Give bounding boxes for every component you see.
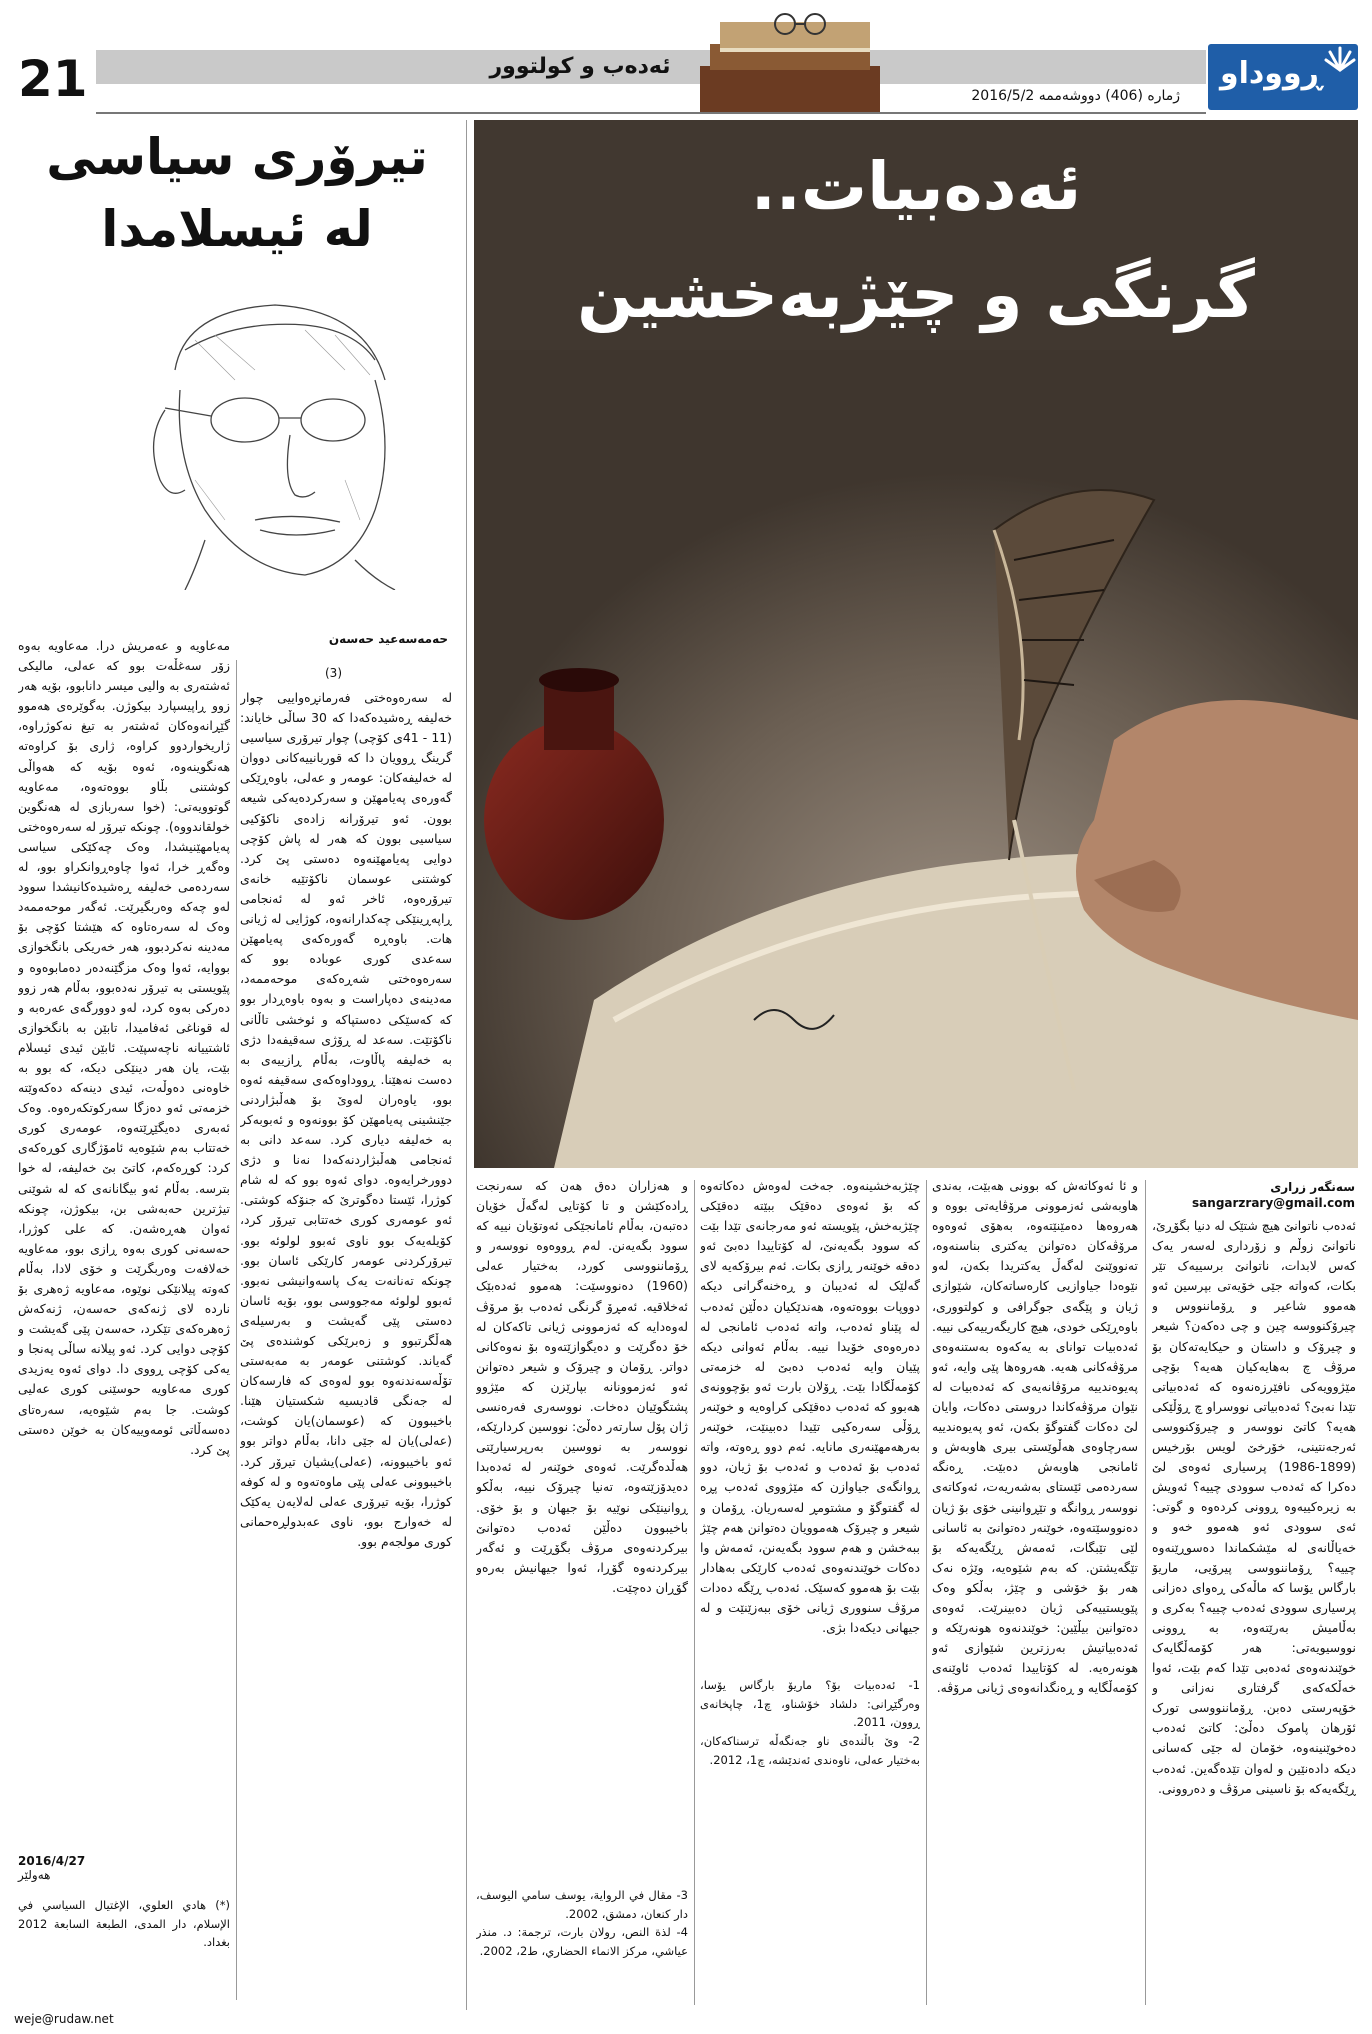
main-article-column-3: چێژبەخشینەوە. جەخت لەوەش دەکاتەوە کە بۆ ئەوەی دەقێک ببێتە دەقێکی چێژبەخش، پێویستە ئەو مەرجانەی تێدا بێت کە سوود بگەیەنێ، لە کۆتاییدا دەبێ ئەو دەقە خوێنەر ڕازی بکات. ئەم بیرۆکەیە لای گەلێک لە ئەدیبان و ڕەخنەگرانی دیکە دووپات بووەتەوە، هەندێکیان دەڵێن ئەدەب لە پێناو ئەدەب، واتە ئەدەب ئامانجی لە دەرەوەی خۆیدا نییە. بەڵام ئەوانی دیکە پێیان وایە ئەدەب دەبێ لە خزمەتی کۆمەڵگادا بێت. ڕۆلان بارت ئەو بۆچوونەی هەبوو کە ئەدەب دەقێکی کراوەیە و خوێنەر ڕۆڵی سەرەکیی تێیدا دەبینێت، خوێنەر بەرهەمهێنەری مانایە. ئەم دوو ڕەوتە، واتە ئەدەب بۆ ئەدەب و ئەدەب بۆ ژیان، دوو ڕوانگەی جیاوازن کە مێژووی ئەدەب پڕە لە گفتوگۆ و مشتومڕ لەسەریان. ڕۆمان و شیعر و چیرۆک هەموویان دەتوانن هەم چێژ ببەخشن و هەم سوود بگەیەنن، ئەمەش وا دەکات خوێندنەوەی ئەدەب کارێکی بەهادار بێت بۆ هەموو کەسێک. ئەدەب ڕێگە دەدات مرۆڤ سنووری ژیانی خۆی ببەزێنێت و لە جیهانی دیکەدا بژی.: [700, 1178, 920, 1636]
main-article-column-4: و هەزاران دەق هەن کە سەرنجت ڕادەکێشن و تا کۆتایی لەگەڵ خۆیان دەتبەن، بەڵام ئامانجێکی ئەوتۆیان نییە کە سوود بگەیەنن. لەم ڕووەوە نووسەر و ڕۆماننووسی کورد، بەختیار عەلی (1960) دەنووسێت: هەموو ئەدەبێک ئەخلاقیە. ئەمڕۆ گرنگی ئەدەب بۆ مرۆڤ لەوەدایە کە ئەزموونی ژیانی تاکەکان لە خۆ دەگرێت و دەیگوازێتەوە بۆ نەوەکانی دواتر. ڕۆمان و چیرۆک و شیعر دەتوانن ئەو ئەزموونانە بپارێزن کە مێژوو پشتگوێیان دەخات. نووسەری فەرەنسی ژان پۆل سارتەر دەڵێ: نووسین کردارێکە، نووسەر بە نووسین بەرپرسیارێتی هەڵدەگرێت. ئەوەی خوێنەر لە ئەدەبدا دەیدۆزێتەوە، تەنیا چیرۆک نییە، بەڵکو ڕوانینێکی نوێیە بۆ جیهان و بۆ خۆی. باخیبوون دەڵێن ئەدەب دەتوانێ بیرکردنەوەی مرۆڤ بگۆڕێت و ئەگەر بیرکردنەوە گۆڕا، ئەوا جیهانیش بەرەو گۆڕان دەچێت.: [476, 1178, 688, 1595]
left-article-author: حەمەسەعید حەسەن: [328, 632, 448, 646]
reference-4: 4- لذة النص، رولان بارت، ترجمة: د. منذر عياشي، مركز الانماء الحضاري، ط2، 2002.: [476, 1925, 688, 1958]
main-article-column-3-wrap: [700, 1176, 920, 2006]
main-article-column-1: ئەدەب ناتوانێ هیچ شتێک لە دنیا بگۆڕێ، ناتوانێ زوڵم و زۆرداری لەسەر یەک کەس لابدات، ناتوانێ برسییەک تێر بکات، کەواتە جێی خۆیەتی بپرسین ئەو هەموو شاعیر و ڕۆماننووس و چیرۆکنووسە چین و چی دەکەن؟ شیعر و چیرۆک و داستان و حیکایەتەکان بۆ مرۆڤ چ بەهایەکیان هەیە؟ بۆچی مێژوویەکی نافێرزەنەوە کە ئەدەبیاتی تێدا نەبێ؟ ئەدەبیاتی نووسراو چ ڕۆڵێکی هەیە؟ کاتێ نووسەر و چیرۆکنووسی ئەرجەنتینی، خۆرخێ لویس بۆرخیس (1899-1986) پرسیاری ئەوەی لێ دەکرا کە ئەدەب سوودی چییە؟ ئەویش بە زیرەکییەوە ڕوونی کردەوە و گوتی: ئەی سوودی ئەو هەموو خەو و خەیاڵانەی لە مێشکماندا دەسوڕێنەوە چییە؟ ڕۆماننووسی پیرۆیی، ماریۆ بارگاس یۆسا کە ماڵەکی ڕەوای دەزانی پرسیاری سوودی ئەدەب چییە؟ بەکری و بەڵامیش بەرێتەوە، بە ڕوونی نووسیویەتی: هەر کۆمەڵگایەک خوێندنەوەی ئەدەبی تێدا کەم بێت، ئەوا خەڵکەکەی گرفتاری نەزانی و خۆپەرستی دەبن. ڕۆماننووسی تورک ئۆرهان پاموک دەڵێ: کاتێ ئەدەب دەخوێنینەوە، خۆمان لە جێی کەسانی دیکە دادەنێین و لەوان تێدەگەین. ئەدەب ڕێگەیەکە بۆ ناسینی مرۆڤ و دەروونی.: [1152, 1218, 1356, 1796]
author-sketch-portrait: [105, 290, 445, 590]
left-article-column-right: لە سەرەوەختی فەرمانڕەواییی چوار خەلیفە ڕەشیدەکەدا کە 30 ساڵی خایاند: (11 - 41ی کۆچی) چوار تیرۆری سیاسیی گرینگ ڕوویان دا کە قوربانییەکانی دووان لە خەلیفەکان: عومەر و عەلی، باوەڕێکی گەورەی پەیامهێن و سەرکردەیەکی شیعە بوون. ئەو تیرۆرانە زادەی ناکۆکیی سیاسیی بوون کە هەر لە پاش کۆچی دوایی پەیامهێنەوە دەستی پێ کرد. کوشتنی عوسمان ناکۆتێیە خانەی تیرۆرەوە، ئاخر ئەو لە ئەنجامی ڕاپەڕینێکی چەکدارانەوە، کوژایی لە ژیانی هات. باوەڕە گەورەکەی پەیامهێن سەعدی کوری عوبادە بوو کە سەرەوەختی شەڕەکەی موحەممەد، مەدینەی دەپاراست و بەوە باوەڕدار بوو کە کەسێکی دەستپاکە و ئوخشی تاڵانی ناکۆتێت. سەعد لە ڕۆژی سەقیفەدا دژی بە خەلیفە پاڵاوت، بەڵام ڕازییەی بە دەست نەهێنا. ڕووداوەکەی سەقیفە ئەوە بوو، یاوەران لەوێ بۆ هەڵبژاردنی جێنشینی پەیامهێن کۆ بوونەوە و ئەبوبەکر بە خەلیفە دیاری کرد. سەعد دانی بە ئەنجامی هەڵبژاردنەکەدا نەنا و دژی دوورخرایەوە. دوای ئەوە بوو کە لە شام کوژرا، ئێستا دەگوترێ کە جنۆکە کوشتی. ئەو عومەری کوری خەتتابی تیرۆر کرد، کۆیلەیەک بوو ناوی ئەبوو لولوئە بوو. تیرۆرکردنی عومەر کارێکی ئاسان بوو. چونکە تەنانەت یەک پاسەوانیشی نەبوو. ئەبوو لولوئە مەجووسی بوو، بۆیە ئاسان دەستی پێی گەیشت و بەرسیلەی هەڵگرتبوو و زەبرێکی کوشندەی پێ گەیاند. کوشتنی عومەر بە مەبەستی تۆڵەسەندنەوە بوو لەوەی کە فارسەکان لە جەنگی قادیسیە شکستیان هێنا. باخیبوون کە (عوسمان)یان کوشت، (عەلی)یان لە جێی دانا، بەڵام دواتر بوو ئەو باخیبوونە، (عەلی)یشیان تیرۆر کرد. باخیبوونی عەلی پێی ماوەتەوە و لە کوفە کوژرا، بۆیە تیرۆری عەلی لەلایەن یەکێک لە خەوارج بوو، ناوی عەبدولڕەحمانی کوری مولجەم بوو.: [240, 690, 452, 1549]
reference-2: 2- وێ باڵندەی ناو جەنگەڵە ترسناکەکان، بەختیار عەلی، ناوەندی ئەندێشە، چ1، 2012.: [700, 1733, 920, 1767]
left-article-column-left: مەعاویە و عەمریش درا. مەعاویە بەوە زۆر سەغڵەت بوو کە عەلی، مالیکی ئەشتەری بە والیی میسر دانابوو، بۆیە هەر زوو ڕاپیسپارد بیکوژن. بەگوێرەی هەموو گێڕانەوەکان ئەشتەر بە تیغ نەکوژراوە، ژاریخواردوو کراوە، ژاری بۆ کراوەتە هەنگوینەوە، ئەوە بۆیە کە هەواڵی کوشتنی بڵاو بووەتەوە، مەعاویە گوتوویەتی: (خوا سەربازی لە هەنگوین خولقاندووە). چونکە تیرۆر لە سەرەوەختی پەیامهێنیشدا، وەک چەکێکی سیاسی وەگەڕ خرا، ئەوا چاوەڕوانکراو بوو، لە سەردەمی خەلیفە ڕەشیدەکانیشدا سوود لەو چەکە وەربگیرێت. ئەگەر موحەممەد وەک لە سەرەتاوە کە هێشتا کۆچی بۆ مەدینە نەکردبوو، هەر خەریکی بانگخوازی بووایە، ئەوا وەک مزگێنەدەر دەمابوەوە و پێویستی بە تیرۆر نەدەبوو، بەڵام هەر زوو دەرکی بەوە کرد، لەو دوورگەی عەرەبە و لە قوناغی ئەفامیدا، تابێن بە بانگخوازی ئاشتییانە ناچەسپێت. ئابێن ئیدی ئیسلام بێت، یان هەر دینێکی دیکە، کە بوو بە خاوەنی دەوڵەت، ئیدی دینەکە دەکەوێتە خزمەتی ئەو دەزگا سەرکوتکەرەوە. وەک ئەبەری دەیگێڕێتەوە، عومەری کوری خەتتاب بەم شێوەیە ئامۆژگاری کوڕەکەی کرد: کوڕەکەم، کاتێ بێ خەلیفە، لە خوا بترسە. بەڵام ئەو بیگانانەی کە لە شوێنی تیژترین حەبەشی بن، بیکوژن، چونکە ئەوان هەڕەشەن. کە علی کوژرا، حەسەنی کوری بەوە ڕازی بوو، مەعاویە خەلافەت وەربگرێت و خۆی لادا، بەڵام کەوتە پیلانێکی نوێوە، مەعاویە ژەهری بۆ ناردە لای ژنەکەی حەسەن، ژنەکەش ژەهرەکەی تێکرد، حەسەن پێی گەیشت و کۆچی دوایی کرد. ئەو پیلانە ساڵی پەنجا و یەکی کۆچی ڕووی دا. دوای ئەوە یەزیدی کوری مەعاویە حوسێنی کوری عەلیی کوشت. جا بەم شێوەیە، سەرەتای دەسەڵاتی ئومەوییەکان بە خوێن دەستی پێ کرد.: [18, 638, 230, 1457]
issue-info: ژمارە (406) دووشەممە 2016/5/2: [971, 88, 1180, 104]
column-divider: [694, 1180, 695, 2005]
left-article-title-line2: لە ئیسلامدا: [101, 200, 373, 258]
main-article-column-4-wrap: [476, 1176, 688, 2006]
column-divider: [1145, 1180, 1146, 2005]
page-number: 21: [18, 50, 88, 108]
logo-rays-icon: [1322, 40, 1358, 76]
section-title: ئەدەب و کولتوور: [489, 54, 671, 79]
article-date: 2016/4/27: [18, 1854, 86, 1868]
reference-3: 3- مقال في الرواية، يوسف سامي اليوسف، دار كنعان، دمشق، 2002.: [476, 1888, 688, 1921]
article-place: هەولێر: [18, 1868, 51, 1882]
books-glasses-image: [690, 4, 890, 112]
left-article-column-left-wrap: [18, 636, 230, 2006]
left-article-title-line1: تیرۆری سیاسی: [46, 128, 428, 186]
section-divider: [466, 120, 467, 2010]
left-article-footnote: (*) هادي العلوي، الإغتيال السياسي في الإسلام، دار المدى، الطبعة السابعة 2012 بغداد.: [18, 1898, 230, 1950]
reference-1: 1- ئەدەبیات بۆ؟ ماریۆ بارگاس یۆسا، وەرگێڕانی: دلشاد خۆشناو، چ1، چاپخانەی ڕوون، 2011.: [700, 1678, 920, 1730]
footer-email[interactable]: weje@rudaw.net: [14, 2012, 114, 2026]
logo-text: ڕووداو: [1219, 56, 1323, 91]
main-article-title-line2: گرنگی و چێژبەخشین: [577, 256, 1255, 333]
main-article-title-line1: ئەدەبیات..: [750, 148, 1082, 225]
column-divider: [236, 660, 237, 2000]
main-article-column-2: و ئا ئەوکاتەش کە بوونی هەبێت، بەندی هاوبەشی ئەزموونی مرۆڤایەتی بووە و هەروەها دەمێنێتەوە، بەهۆی ئەوەوە مرۆڤەکان دەتوانن یەکتری بناسنەوە، تەنووێنێ لەگەڵ یەکتریدا بکەن، لەو نێوەدا جیاوازیی کارەساتەکان، شێوازی ژیان و پێگەی جوگرافی و کولتووری، باوەڕێکی خودی، هیچ کاریگەرییەکی نییە. ئەدەبیات توانای بە یەکەوە بەستنەوەی مرۆڤەکانی هەیە. هەروەها پێی وایە، ئەو پەیوەندییە مرۆڤانەیەی کە ئەدەبیات لە نێوان مرۆڤەکاندا دروستی دەکات، وایان لێ دەکات گفتوگۆ بکەن، ئەو پەیوەندییە سەرچاوەی هەڵوێستی بیری هاوبەش و ئامانجی هاوبەش دەبێت. ڕەنگە سەردەمی ئێستای بەشەریەت، ئەوکاتەی نووسەر ڕوانگە و تێڕوانینی خۆی بۆ ژیان دەنووسێتەوە، خوێنەر دەتوانێ بە ئاسانی لێی تێبگات، ئەمەش ڕێگەیەکە بۆ تێگەیشتن. کە بەم شێوەیە، وێژە نەک هەر بۆ خۆشی و چێژ، بەڵکو وەک پێویستییەکی ژیان دەبینرێت. ئەوەی دەتوانین بیڵێین: خوێندنەوە هونەرێکە و ئەدەبیاتیش بەرزترین شێوازی ئەو هونەرەیە. لە کۆتاییدا ئەدەب ئاوێنەی کۆمەڵگایە و ڕەنگدانەوەی ژیانی مرۆڤە.: [932, 1178, 1138, 1696]
main-article-email[interactable]: sangarzrary@gmail.com: [1192, 1196, 1355, 1210]
main-article-author: سەنگەر زراری: [1270, 1180, 1355, 1194]
column-divider: [926, 1180, 927, 2005]
part-number: (3): [325, 666, 342, 680]
